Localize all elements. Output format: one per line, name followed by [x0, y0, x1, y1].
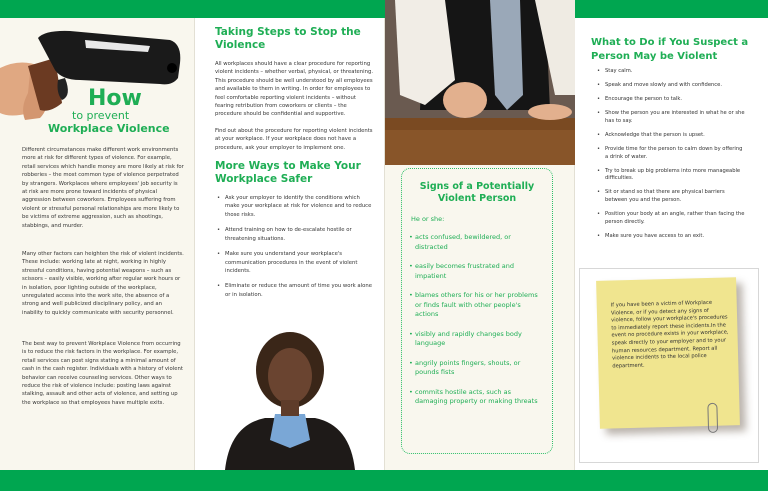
safer-workplace-list — [215, 194, 375, 299]
sticky-note — [596, 277, 740, 429]
list-item: • Stay calm. — [597, 68, 747, 76]
paperclip-icon — [707, 403, 718, 433]
steps-paragraph-2: Find out about the procedure for reporting violent incidents at your workplace. If your workplace does not have a procedure, ask your employer to implement one. — [215, 127, 373, 151]
hero-to-prevent: to prevent — [72, 109, 130, 122]
list-item: • angrily points fingers, shouts, or pounds fists — [409, 359, 544, 378]
bottom-green-bar — [0, 470, 768, 491]
top-green-bar — [0, 0, 768, 18]
list-item: • Acknowledge that the person is upset. — [597, 132, 747, 140]
list-item: • Ask your employer to identify the conditions which make your workplace at risk for violence and to reduce those risks. — [215, 194, 375, 219]
hero-how: How — [88, 86, 142, 111]
list-item: • acts confused, bewildered, or distracted — [409, 233, 544, 252]
list-item: • Eliminate or reduce the amount of time you work alone or in isolation. — [215, 282, 375, 299]
what-to-do-list — [597, 68, 747, 247]
list-item: • blames others for his or her problems or finds fault with other people's actions — [409, 291, 544, 320]
panel-intro — [0, 18, 195, 470]
list-item: • easily becomes frustrated and impatient — [409, 262, 544, 281]
confident-woman-photo — [215, 330, 365, 470]
list-item: • Show the person you are interested in what he or she has to say. — [597, 110, 747, 125]
note-frame — [579, 268, 759, 463]
list-item: • Encourage the person to talk. — [597, 96, 747, 104]
fist-on-desk-photo — [385, 0, 575, 165]
section-title-taking-steps: Taking Steps to Stop the Violence — [215, 26, 361, 51]
signs-title: Signs of a Potentially Violent Person — [419, 181, 535, 204]
list-item: • visibly and rapidly changes body language — [409, 330, 544, 349]
panel-what-to-do — [575, 18, 768, 470]
panel-signs — [385, 18, 575, 470]
list-item: • Provide time for the person to calm down by offering a drink of water. — [597, 146, 747, 161]
what-to-do-title: What to Do if You Suspect a Person May be Violent — [591, 37, 749, 62]
list-item: • Position your body at an angle, rather than facing the person directly. — [597, 211, 747, 226]
intro-paragraph-2: Many other factors can heighten the risk of violent incidents. These include: working late at night, working in highly stressful conditions, having potential weapons – such as scissors – easily visible, working after regular work hours or in isolation, poor lighting outside of the workplace, unregulated access into the work site, the absence of a strong and well publicized disciplinary policy, and an inability to quickly communicate with security personnel. — [22, 251, 184, 316]
list-item: • Make sure you understand your workplace's communication procedures in the event of violent incidents. — [215, 250, 375, 275]
list-item: • Try to break up big problems into more manageable difficulties. — [597, 168, 747, 183]
hero-title: Workplace Violence — [48, 122, 170, 135]
list-item: • Make sure you have access to an exit. — [597, 233, 747, 241]
signs-lead: He or she: — [411, 215, 445, 223]
warning-signs-box — [401, 168, 553, 454]
list-item: • Speak and move slowly and with confidence. — [597, 82, 747, 90]
intro-paragraph-1: Different circumstances make different work environments more at risk for different types of violence. For example, retail services which handle money are more likely at risk for robberies – the most common type of violence perpetrated by strangers. Workplaces where employees' job security is at risk are more prone toward incidents of physical aggression between coworkers. Employees suffering from violent or stressful personal relationships are more likely to be victims of extreme aggression, such as shootings, stabbings, and murder. — [22, 147, 184, 229]
list-item: • commits hostile acts, such as damaging property or making threats — [409, 388, 544, 407]
list-item: • Attend training on how to de-escalate hostile or threatening situations. — [215, 226, 375, 243]
signs-list — [409, 233, 544, 407]
section-title-more-ways: More Ways to Make Your Workplace Safer — [215, 160, 361, 186]
list-item: • Sit or stand so that there are physical barriers between you and the person. — [597, 189, 747, 204]
intro-paragraph-3: The best way to prevent Workplace Violence from occurring is to reduce the risk factors in the workplace. For example, retail services can post signs stating a minimal amount of cash in the cash register. Individuals with a history of violent behavior can receive counseling services. Other ways to reduce the risk of violence include: posting laws against stalking, assault and other acts of violence, and setting up the workplace so that employees have multiple exits. — [22, 341, 183, 406]
panel-steps — [195, 18, 385, 470]
steps-paragraph-1: All workplaces should have a clear procedure for reporting violent incidents – whether verbal, physical, or threatening. This procedure should be well understood by all employees and available to them in writing. In order for employees to feel comfortable reporting violent incidents – without fearing retribution from coworkers or clients – the procedure should be confidential and supportive. — [215, 61, 374, 118]
sticky-note-text: If you have been a victim of Workplace Violence, or if you detect any signs of violence, follow your workplace's procedures to immediately report these incidents.In the event no procedure exists in your workplace, speak directly to your employer and to your human resources department. Report all violence incidents to the local police department. — [610, 299, 729, 370]
